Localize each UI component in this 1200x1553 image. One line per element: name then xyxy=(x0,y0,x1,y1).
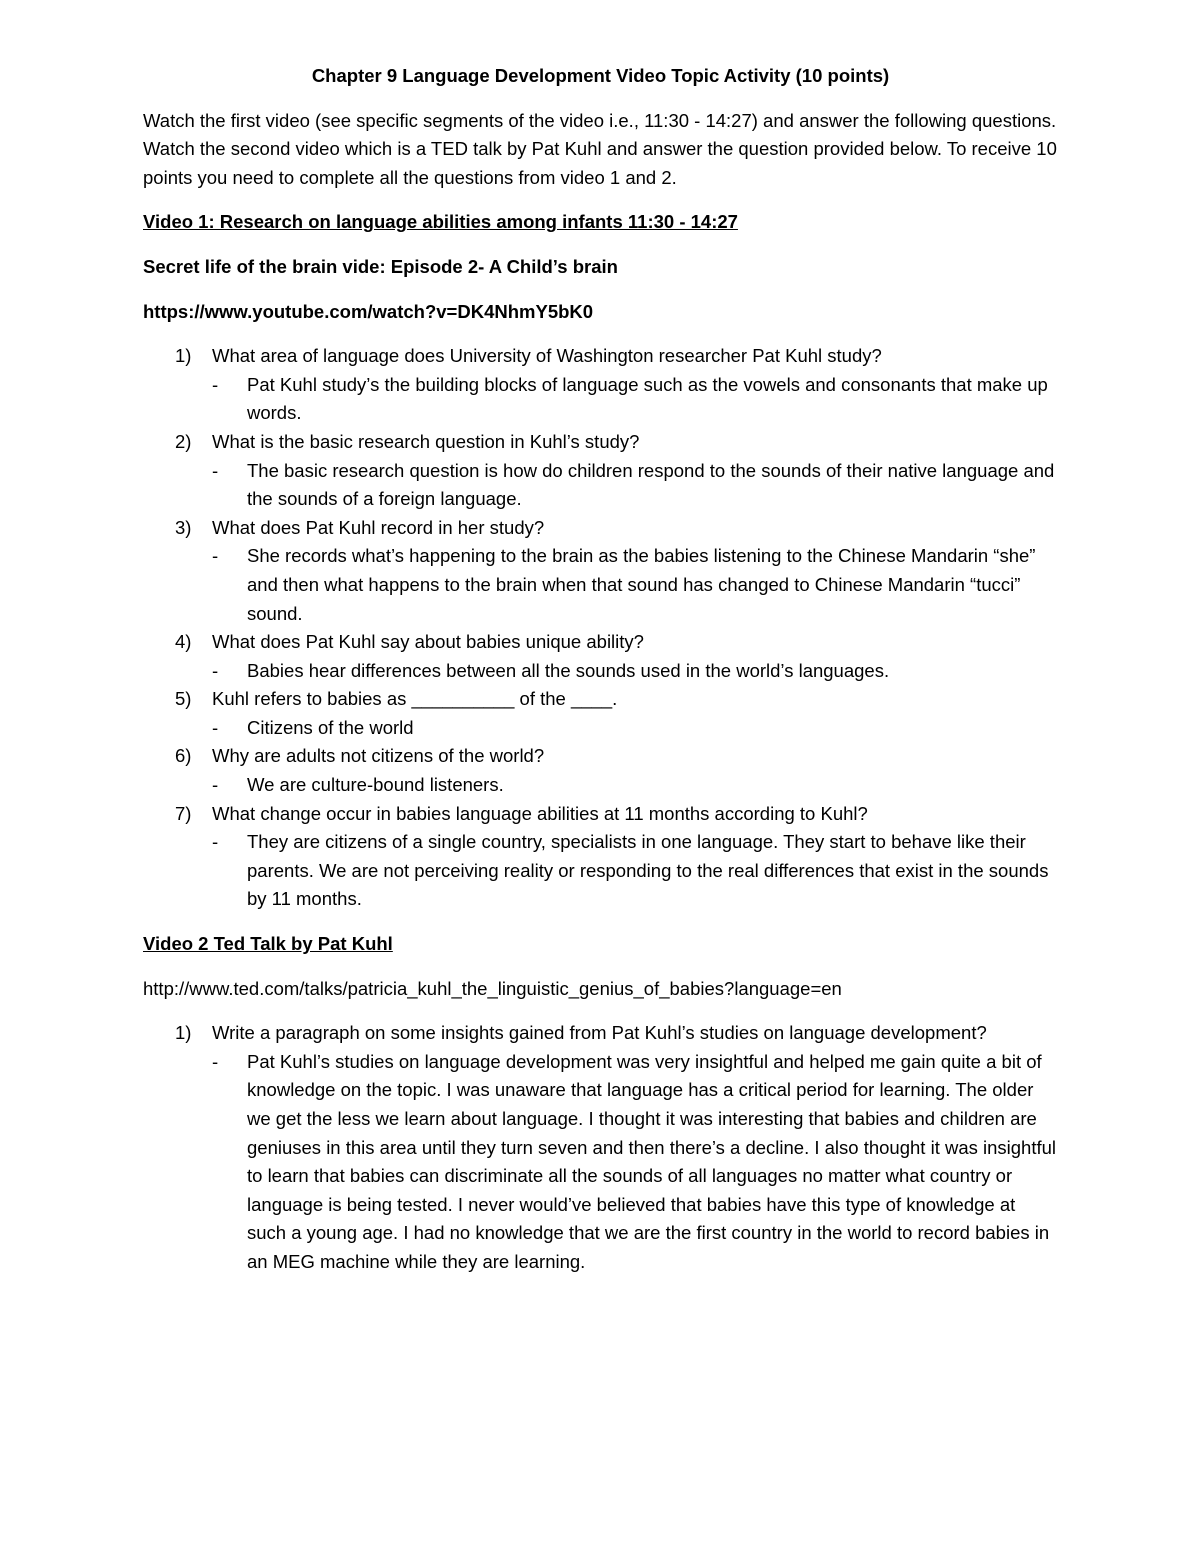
question-number: 1) xyxy=(175,1022,192,1044)
question-text: What does Pat Kuhl record in her study? xyxy=(212,516,545,538)
question-item xyxy=(143,685,1058,742)
document-title: Chapter 9 Language Development Video Topic Activity (10 points) xyxy=(311,65,890,86)
answer-item xyxy=(212,542,1058,628)
video1-heading: Video 1: Research on language abilities among infants 11:30 - 14:27 xyxy=(143,211,738,233)
answer-bullet: - xyxy=(212,459,219,481)
question-text: What area of language does University of Washington researcher Pat Kuhl study? xyxy=(212,345,882,367)
answer-text: Pat Kuhl’s studies on language development was very insightful and helped me gain quite a bit of knowledge on the topic. I was unaware that language has a critical period for learning. The older we get the less we learn about language. I thought it was interesting that babies and children are geniuses in this area until they turn seven and then there’s a decline. I also thought it was insightful to learn that babies can discriminate all the sounds of all languages no matter what country or language is being tested. I never would’ve believed that babies have this type of knowledge at such a young age. I had no knowledge that we are the first country in the world to record babies in an MEG machine while they are learning. xyxy=(247,1050,1057,1272)
answer-bullet: - xyxy=(212,774,219,796)
question-text: What is the basic research question in Kuhl’s study? xyxy=(212,430,640,452)
question-text: Kuhl refers to babies as __________ of the ____. xyxy=(212,688,618,710)
question-item xyxy=(143,1019,1058,1276)
answer-bullet: - xyxy=(212,716,219,738)
answer-bullet: - xyxy=(212,1050,219,1072)
answer-bullet: - xyxy=(212,659,219,681)
answer-bullet: - xyxy=(212,831,219,853)
question-number: 1) xyxy=(175,345,192,367)
answer-bullet: - xyxy=(212,373,219,395)
question-number: 4) xyxy=(175,631,192,653)
question-number: 3) xyxy=(175,516,192,538)
answer-text: Babies hear differences between all the sounds used in the world’s languages. xyxy=(247,659,890,681)
video1-question-list xyxy=(143,342,1058,914)
question-text: Write a paragraph on some insights gained from Pat Kuhl’s studies on language development? xyxy=(212,1022,987,1044)
question-item xyxy=(143,628,1058,685)
question-item xyxy=(143,342,1058,428)
answer-item xyxy=(212,657,1058,686)
question-item xyxy=(143,428,1058,514)
answer-item xyxy=(212,371,1058,428)
answer-item xyxy=(212,828,1058,914)
question-text: Why are adults not citizens of the world? xyxy=(212,745,545,767)
answer-item xyxy=(212,1048,1058,1277)
answer-text: The basic research question is how do children respond to the sounds of their native language and the sounds of a foreign language. xyxy=(247,459,1055,510)
question-item xyxy=(143,514,1058,628)
question-number: 6) xyxy=(175,745,192,767)
video2-question-list xyxy=(143,1019,1058,1276)
answer-text: They are citizens of a single country, specialists in one language. They start to behave like their parents. We are not perceiving reality or responding to the real differences that exist in the sounds by 11 months. xyxy=(247,831,1049,910)
answer-bullet: - xyxy=(212,545,219,567)
video1-subtitle: Secret life of the brain vide: Episode 2- A Child’s brain xyxy=(143,255,618,277)
question-number: 7) xyxy=(175,802,192,824)
answer-text: We are culture-bound listeners. xyxy=(247,774,504,796)
answer-item xyxy=(212,771,1058,800)
document-content xyxy=(143,62,1058,1293)
question-item xyxy=(143,742,1058,799)
answer-item xyxy=(212,714,1058,743)
video2-url: http://www.ted.com/talks/patricia_kuhl_the_linguistic_genius_of_babies?language=en xyxy=(143,977,842,999)
question-text: What change occur in babies language abilities at 11 months according to Kuhl? xyxy=(212,802,868,824)
question-item xyxy=(143,800,1058,914)
video2-heading: Video 2 Ted Talk by Pat Kuhl xyxy=(143,933,393,955)
question-number: 2) xyxy=(175,430,192,452)
question-text: What does Pat Kuhl say about babies unique ability? xyxy=(212,631,644,653)
answer-text: Citizens of the world xyxy=(247,716,414,738)
question-number: 5) xyxy=(175,688,192,710)
answer-item xyxy=(212,457,1058,514)
intro-paragraph: Watch the first video (see specific segments of the video i.e., 11:30 - 14:27) and answer the following questions. Watch the second video which is a TED talk by Pat Kuhl and answer the question provided below. To receive 10 points you need to complete all the questions from video 1 and 2. xyxy=(143,109,1057,188)
answer-text: Pat Kuhl study’s the building blocks of language such as the vowels and consonants that make up words. xyxy=(247,373,1048,424)
answer-text: She records what’s happening to the brain as the babies listening to the Chinese Mandarin “she” and then what happens to the brain when that sound has changed to Chinese Mandarin “tucci” sound. xyxy=(247,545,1036,624)
video1-url: https://www.youtube.com/watch?v=DK4NhmY5bK0 xyxy=(143,300,594,322)
